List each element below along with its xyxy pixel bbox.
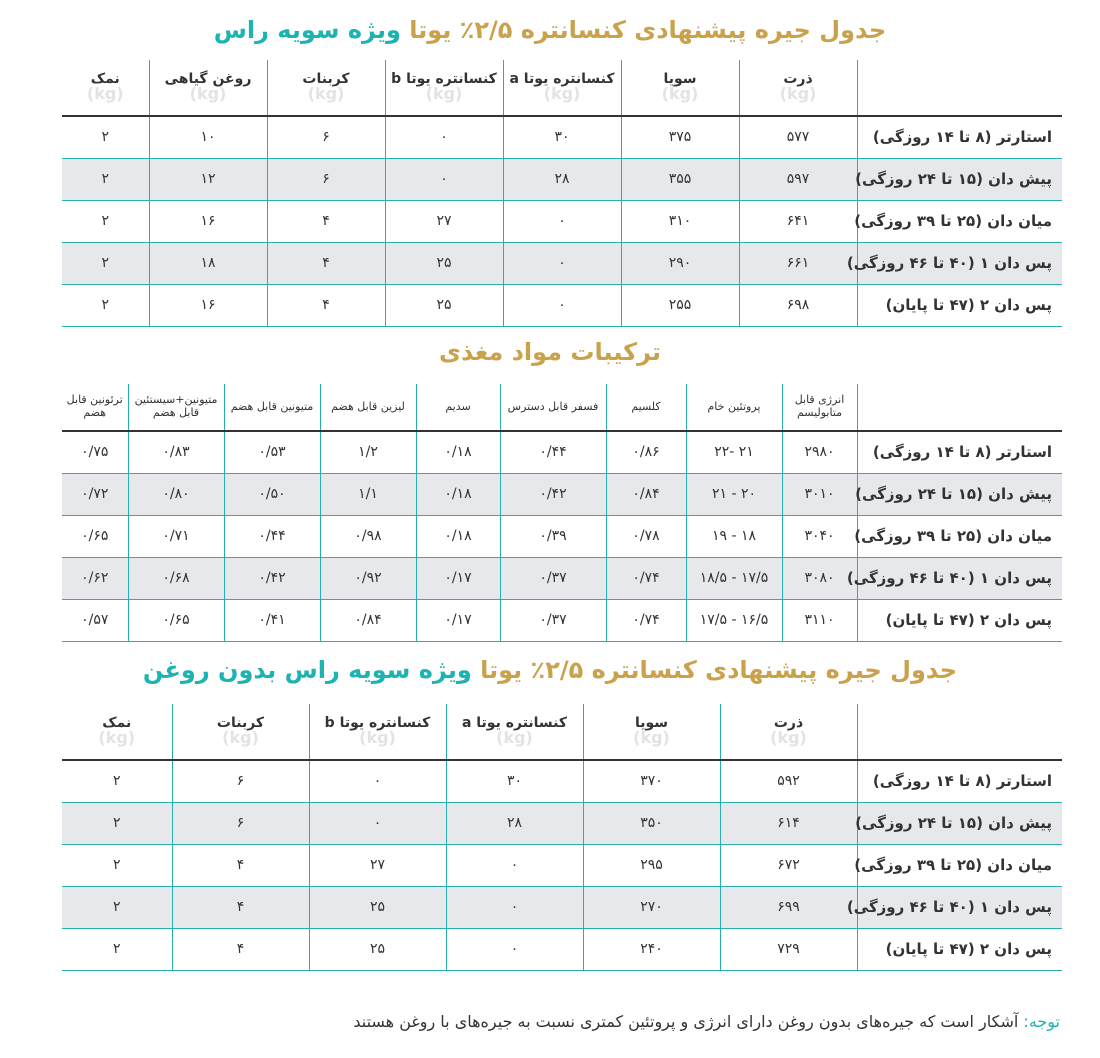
cell: ۲: [62, 284, 149, 326]
cell: ۱۲: [149, 158, 267, 200]
row-label: پیش دان (۱۵ تا ۲۴ روزگی): [857, 158, 1062, 200]
cell: ۰: [503, 200, 621, 242]
table-row: [62, 760, 1062, 802]
cell: ۶۷۲: [720, 844, 857, 886]
cell: ۴: [172, 928, 309, 970]
table1-title-main: جدول جیره پیشنهادی کنسانتره ۲/۵٪ یوتا: [409, 16, 887, 44]
cell: ۶: [172, 802, 309, 844]
cell: ۳۷۵: [621, 116, 739, 158]
cell: ۴: [267, 284, 385, 326]
cell: ۰: [446, 928, 583, 970]
cell: ۰/۸۳: [128, 431, 224, 473]
cell: ۶۱۴: [720, 802, 857, 844]
cell: ۱۰: [149, 116, 267, 158]
cell: ۴: [267, 200, 385, 242]
table3-title-main: جدول جیره پیشنهادی کنسانتره ۲/۵٪ یوتا: [480, 656, 958, 684]
cell: ۵۷۷: [739, 116, 857, 158]
cell: ۲۵: [385, 284, 503, 326]
cell: ۱/۲: [320, 431, 416, 473]
cell: ۲۹۵: [583, 844, 720, 886]
cell: ۰/۴۱: [224, 599, 320, 641]
row-label: پیش دان (۱۵ تا ۲۴ روزگی): [857, 802, 1062, 844]
cell: ۲: [62, 116, 149, 158]
cell: ۰/۷۸: [606, 515, 686, 557]
table-row: [62, 116, 1062, 158]
cell: ۲۷: [309, 844, 446, 886]
cell: ۲: [62, 928, 172, 970]
table-row: [62, 599, 1062, 641]
cell: ۰/۸۰: [128, 473, 224, 515]
cell: ۳۱۰: [621, 200, 739, 242]
cell: ۰: [309, 760, 446, 802]
cell: ۰/۷۲: [62, 473, 128, 515]
table-row: [62, 242, 1062, 284]
cell: ۲۵: [309, 886, 446, 928]
table1-title: [0, 16, 1100, 44]
cell: ۲: [62, 158, 149, 200]
cell: ۲: [62, 760, 172, 802]
cell: ۲۹۸۰: [782, 431, 857, 473]
header-digestible-methionine: متیونین قابل هضم: [224, 384, 320, 431]
header-calcium: کلسیم: [606, 384, 686, 431]
cell: ۰/۹۸: [320, 515, 416, 557]
cell: ۰/۱۸: [416, 431, 500, 473]
header-corn: ذرت (kg): [739, 60, 857, 116]
header-digestible-met-cys: متیونین+سیستئین قابل هضم: [128, 384, 224, 431]
table-row: [62, 431, 1062, 473]
footnote: [353, 1012, 1060, 1031]
cell: ۰: [309, 802, 446, 844]
table-row: [62, 515, 1062, 557]
row-label: پس دان ۱ (۴۰ تا ۴۶ روزگی): [857, 557, 1062, 599]
cell: ۳۰: [446, 760, 583, 802]
cell: ۰/۱۸: [416, 515, 500, 557]
header-carbonate: کربنات (kg): [172, 704, 309, 760]
header-digestible-threonine: ترئونین قابل هضم: [62, 384, 128, 431]
cell: ۱/۱: [320, 473, 416, 515]
cell: ۳۰۴۰: [782, 515, 857, 557]
cell: ۰/۷۱: [128, 515, 224, 557]
cell: ۱۷/۵ - ۱۸/۵: [686, 557, 782, 599]
row-label: پس دان ۱ (۴۰ تا ۴۶ روزگی): [857, 886, 1062, 928]
header-period: [857, 704, 1062, 760]
cell: ۰/۷۴: [606, 557, 686, 599]
cell: ۶۹۸: [739, 284, 857, 326]
cell: ۰/۵۰: [224, 473, 320, 515]
cell: ۰/۸۶: [606, 431, 686, 473]
cell: ۰/۸۴: [606, 473, 686, 515]
cell: ۰/۷۴: [606, 599, 686, 641]
cell: ۰/۶۵: [128, 599, 224, 641]
table-row: [62, 886, 1062, 928]
row-label: استارتر (۸ تا ۱۴ روزگی): [857, 116, 1062, 158]
header-period: [857, 60, 1062, 116]
cell: ۳۷۰: [583, 760, 720, 802]
row-label: میان دان (۲۵ تا ۳۹ روزگی): [857, 844, 1062, 886]
cell: ۲۱ -۲۲: [686, 431, 782, 473]
cell: ۲۵۵: [621, 284, 739, 326]
cell: ۳۰۸۰: [782, 557, 857, 599]
cell: ۰: [385, 116, 503, 158]
cell: ۰: [385, 158, 503, 200]
cell: ۰: [503, 242, 621, 284]
cell: ۲۰ - ۲۱: [686, 473, 782, 515]
header-soy: سویا (kg): [621, 60, 739, 116]
header-corn: ذرت (kg): [720, 704, 857, 760]
header-available-phosphorus: فسفر قابل دسترس: [500, 384, 606, 431]
row-label: پس دان ۱ (۴۰ تا ۴۶ روزگی): [857, 242, 1062, 284]
cell: ۳۰۱۰: [782, 473, 857, 515]
cell: ۳۰: [503, 116, 621, 158]
table3-title: [0, 656, 1100, 684]
cell: ۳۵۰: [583, 802, 720, 844]
cell: ۶۴۱: [739, 200, 857, 242]
footnote-text: آشکار است که جیره‌های بدون روغن دارای انرژی و پروتئین کمتری نسبت به جیره‌های با روغن هستند: [353, 1012, 1019, 1031]
row-label: استارتر (۸ تا ۱۴ روزگی): [857, 431, 1062, 473]
table3-title-strain: ویژه سویه راس بدون روغن: [142, 656, 472, 684]
cell: ۰/۳۷: [500, 557, 606, 599]
cell: ۰/۵۳: [224, 431, 320, 473]
cell: ۲: [62, 844, 172, 886]
header-metabolizable-energy: انرژی قابل متابولیسم: [782, 384, 857, 431]
cell: ۲: [62, 242, 149, 284]
header-sodium: سدیم: [416, 384, 500, 431]
cell: ۰/۵۷: [62, 599, 128, 641]
cell: ۲۷۰: [583, 886, 720, 928]
cell: ۲۹۰: [621, 242, 739, 284]
table2-title: ترکیبات مواد مغذی: [438, 338, 662, 366]
row-label: استارتر (۸ تا ۱۴ روزگی): [857, 760, 1062, 802]
header-carbonate: کربنات (kg): [267, 60, 385, 116]
cell: ۴: [172, 844, 309, 886]
table-row: [62, 928, 1062, 970]
cell: ۰/۴۲: [224, 557, 320, 599]
header-salt: نمک (kg): [62, 704, 172, 760]
cell: ۰/۶۲: [62, 557, 128, 599]
cell: ۲۴۰: [583, 928, 720, 970]
table-row: [62, 473, 1062, 515]
cell: ۳۱۱۰: [782, 599, 857, 641]
cell: ۱۸: [149, 242, 267, 284]
cell: ۴: [267, 242, 385, 284]
cell: ۶: [267, 158, 385, 200]
header-period: [857, 384, 1062, 431]
cell: ۴: [172, 886, 309, 928]
cell: ۱۶: [149, 200, 267, 242]
header-soy: سویا (kg): [583, 704, 720, 760]
table1-title-strain: ویژه سویه راس: [213, 16, 401, 44]
header-salt: نمک (kg): [62, 60, 149, 116]
cell: ۲۸: [503, 158, 621, 200]
cell: ۲: [62, 886, 172, 928]
table-row: [62, 844, 1062, 886]
cell: ۰/۴۲: [500, 473, 606, 515]
cell: ۰/۹۲: [320, 557, 416, 599]
header-concentrate-a: کنسانتره یوتا a (kg): [446, 704, 583, 760]
row-label: پس دان ۲ (۴۷ تا پایان): [857, 284, 1062, 326]
row-label: میان دان (۲۵ تا ۳۹ روزگی): [857, 515, 1062, 557]
table-row: [62, 802, 1062, 844]
cell: ۳۵۵: [621, 158, 739, 200]
nutrient-composition-table: [62, 384, 1062, 642]
cell: ۰/۱۸: [416, 473, 500, 515]
cell: ۵۹۲: [720, 760, 857, 802]
diet-table-without-oil: [62, 704, 1062, 971]
header-concentrate-a: کنسانتره یوتا a (kg): [503, 60, 621, 116]
cell: ۱۶/۵ - ۱۷/۵: [686, 599, 782, 641]
row-label: میان دان (۲۵ تا ۳۹ روزگی): [857, 200, 1062, 242]
cell: ۰/۴۴: [224, 515, 320, 557]
cell: ۰/۱۷: [416, 557, 500, 599]
cell: ۰/۶۵: [62, 515, 128, 557]
header-vegetable-oil: روغن گیاهی (kg): [149, 60, 267, 116]
cell: ۲: [62, 802, 172, 844]
cell: ۶۶۱: [739, 242, 857, 284]
cell: ۲۵: [385, 242, 503, 284]
cell: ۲: [62, 200, 149, 242]
cell: ۶: [172, 760, 309, 802]
header-crude-protein: پروتئین خام: [686, 384, 782, 431]
cell: ۰: [446, 844, 583, 886]
cell: ۲۸: [446, 802, 583, 844]
footnote-label: توجه:: [1023, 1012, 1060, 1031]
cell: ۵۹۷: [739, 158, 857, 200]
table-row: [62, 200, 1062, 242]
header-concentrate-b: کنسانتره یوتا b (kg): [309, 704, 446, 760]
cell: ۰/۸۴: [320, 599, 416, 641]
cell: ۲۷: [385, 200, 503, 242]
cell: ۰/۱۷: [416, 599, 500, 641]
cell: ۶: [267, 116, 385, 158]
row-label: پیش دان (۱۵ تا ۲۴ روزگی): [857, 473, 1062, 515]
cell: ۷۲۹: [720, 928, 857, 970]
cell: ۰/۳۹: [500, 515, 606, 557]
cell: ۰: [446, 886, 583, 928]
table-row: [62, 557, 1062, 599]
cell: ۰: [503, 284, 621, 326]
table-row: [62, 284, 1062, 326]
row-label: پس دان ۲ (۴۷ تا پایان): [857, 599, 1062, 641]
cell: ۲۵: [309, 928, 446, 970]
cell: ۰/۶۸: [128, 557, 224, 599]
cell: ۰/۴۴: [500, 431, 606, 473]
header-digestible-lysine: لیزین قابل هضم: [320, 384, 416, 431]
cell: ۱۶: [149, 284, 267, 326]
diet-table-with-oil: [62, 60, 1062, 327]
table-row: [62, 158, 1062, 200]
row-label: پس دان ۲ (۴۷ تا پایان): [857, 928, 1062, 970]
cell: ۰/۳۷: [500, 599, 606, 641]
cell: ۶۹۹: [720, 886, 857, 928]
cell: ۱۸ - ۱۹: [686, 515, 782, 557]
cell: ۰/۷۵: [62, 431, 128, 473]
header-concentrate-b: کنسانتره یوتا b (kg): [385, 60, 503, 116]
